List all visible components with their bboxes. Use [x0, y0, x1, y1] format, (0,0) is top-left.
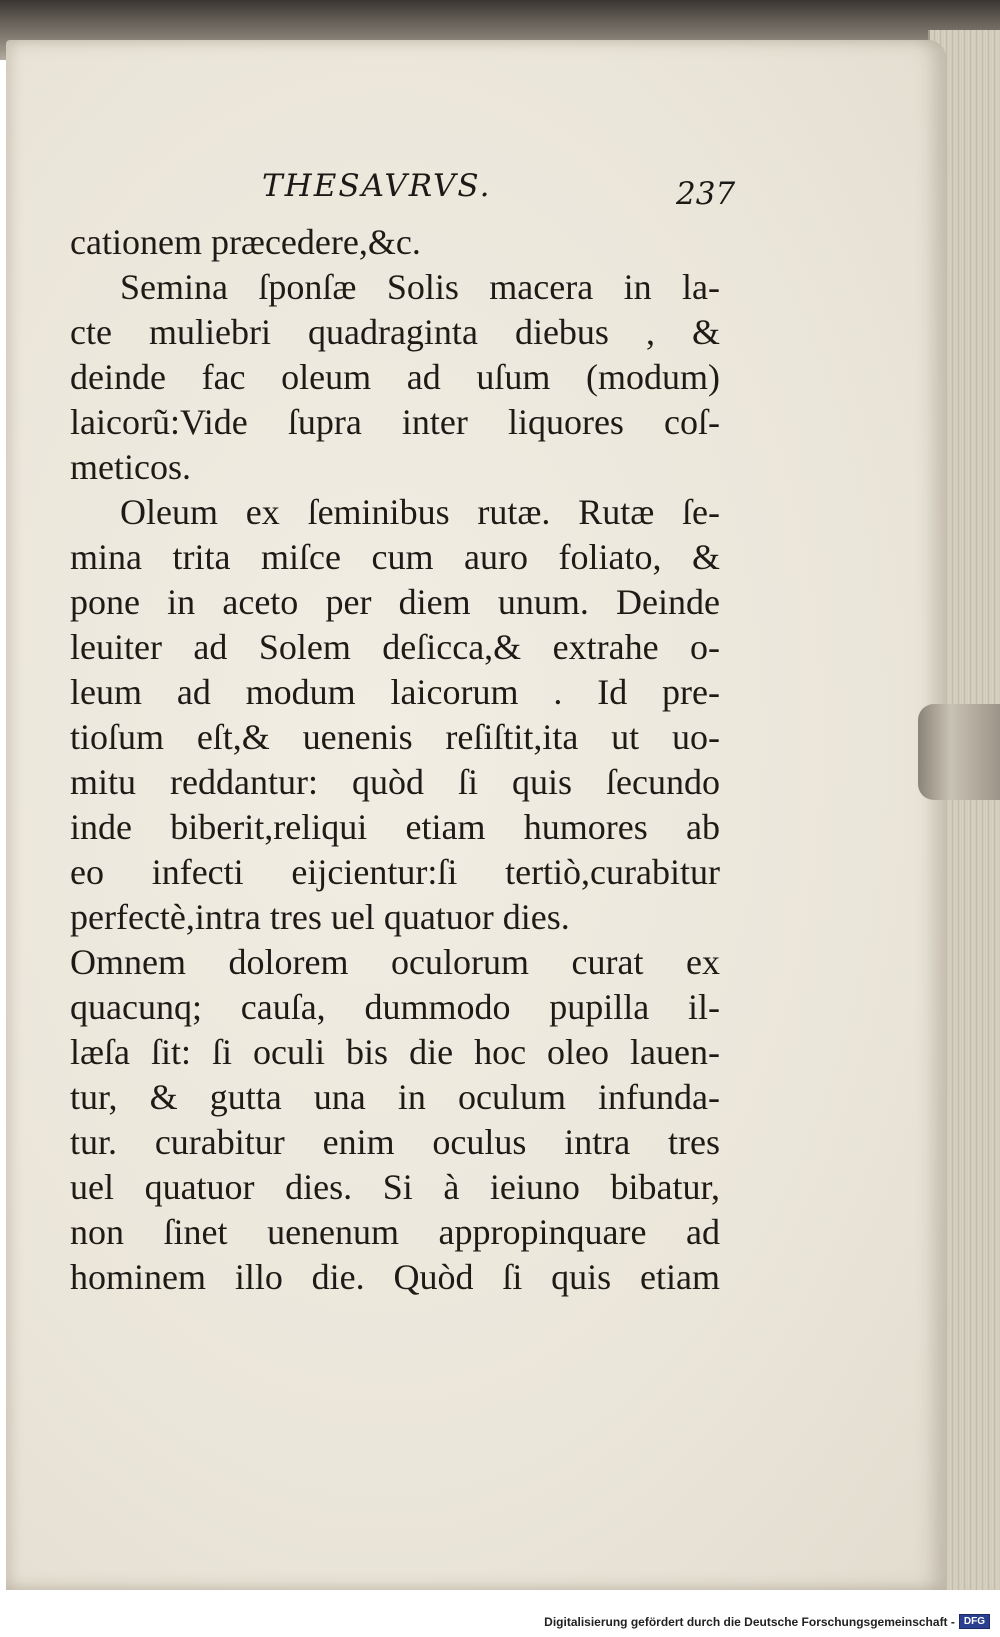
- text-line: mitu reddantur: quòd ſi quis ſecundo: [70, 762, 720, 802]
- text-line: deinde fac oleum ad uſum (modum): [70, 357, 720, 397]
- text-line: hominem illo die. Quòd ſi quis etiam: [70, 1257, 720, 1297]
- digitization-credit: [544, 1614, 990, 1629]
- page-number: 237: [676, 176, 736, 212]
- text-line: læſa ſit: ſi oculi bis die hoc oleo lauen-: [70, 1032, 720, 1072]
- text-line: Oleum ex ſeminibus rutæ. Rutæ ſe-: [120, 492, 720, 532]
- text-line: tur. curabitur enim oculus intra tres: [70, 1122, 720, 1162]
- text-line: inde biberit,reliqui etiam humores ab: [70, 807, 720, 847]
- text-line: non ſinet uenenum appropinquare ad: [70, 1212, 720, 1252]
- text-line: laicorũ:Vide ſupra inter liquores coſ-: [70, 402, 720, 442]
- text-line: tur, & gutta una in oculum infunda-: [70, 1077, 720, 1117]
- text-line: meticos.: [70, 447, 191, 487]
- text-line: eo infecti eijcientur:ſi tertiò,curabitur: [70, 852, 720, 892]
- text-line: perfectè,intra tres uel quatuor dies.: [70, 897, 570, 937]
- text-line: uel quatuor dies. Si à ieiuno bibatur,: [70, 1167, 720, 1207]
- text-line: tioſum eſt,& uenenis reſiſtit,ita ut uo-: [70, 717, 720, 757]
- text-line: quacunq; cauſa, dummodo pupilla il-: [70, 987, 720, 1027]
- text-line: cationem præcedere,&c.: [70, 222, 421, 262]
- text-line: cte muliebri quadraginta diebus , &: [70, 312, 720, 352]
- text-line: leum ad modum laicorum . Id pre-: [70, 672, 720, 712]
- text-line: mina trita miſce cum auro foliato, &: [70, 537, 720, 577]
- text-line: Semina ſponſæ Solis macera in la-: [120, 267, 720, 307]
- bookmark-tab: [918, 704, 1000, 800]
- text-line: pone in aceto per diem unum. Deinde: [70, 582, 720, 622]
- body-text: [70, 220, 720, 1300]
- text-line: Omnem dolorem oculorum curat ex: [70, 942, 720, 982]
- credit-text: Digitalisierung gefördert durch die Deutsche Forschungsgemeinschaft -: [544, 1614, 955, 1629]
- running-head: THESAVRVS.: [262, 168, 492, 204]
- dfg-logo: DFG: [959, 1614, 990, 1629]
- text-line: leuiter ad Solem deſicca,& extrahe o-: [70, 627, 720, 667]
